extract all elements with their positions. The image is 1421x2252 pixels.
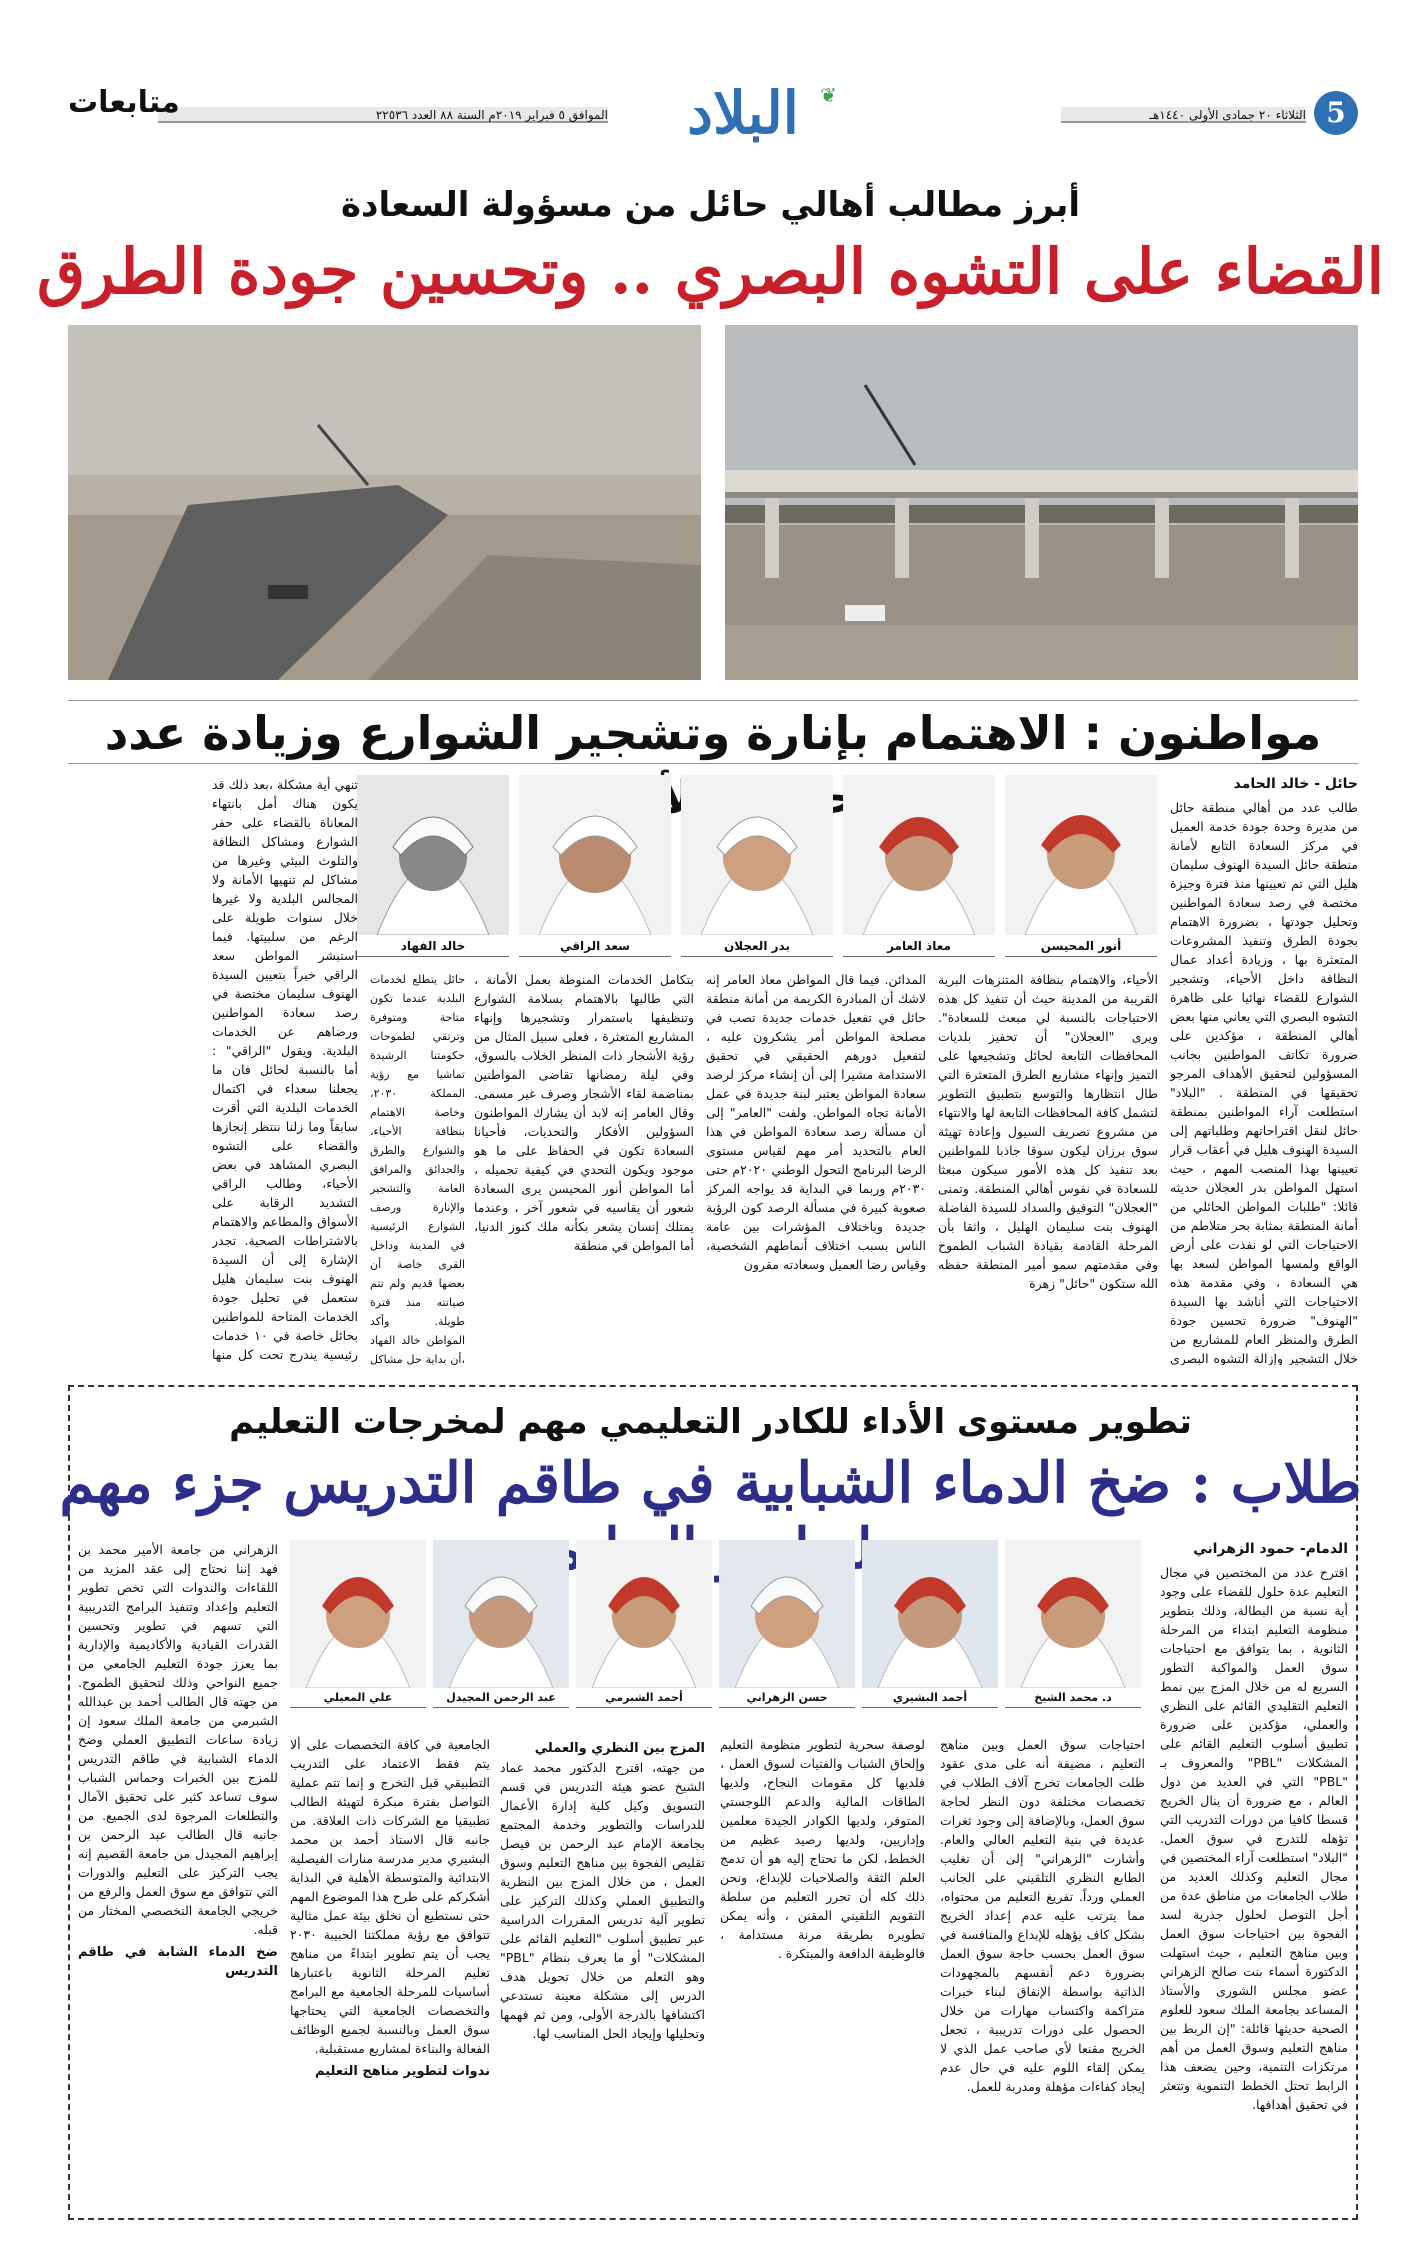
portrait-caption: حسن الزهراني bbox=[719, 1688, 855, 1708]
story2-subsection-2: ندوات لتطوير مناهج التعليم bbox=[315, 2064, 490, 2079]
portrait-caption: أحمد البشيري bbox=[862, 1688, 998, 1708]
story2-kicker: تطوير مستوى الأداء للكادر التعليمي مهم لمخرجات التعليم bbox=[229, 1402, 1192, 1442]
story1-headline: القضاء على التشوه البصري .. وتحسين جودة الطرق bbox=[37, 235, 1384, 308]
story2-col3-text: لوصفة سحرية لتطوير منظومة التعليم وإلحاق الشباب والفتيات لسوق العمل ، فلديها كل مقومات النجاح، ولديها الطاقات المالية والدعم اللوجستي المتوفر، ولديها الكوادر الجيدة معلمين وإداريين، ولديها رصيد عظيم من الخطط، لكن ما تحتاج إليه هو أن تدمج العلم الثقة والصلاحيات للإبداع، ونحن ذلك كله أن تحرر التعليم من سلطة التقويم التلقيني المقنن ، وأنه يمكن تطويره بطريقة مرنة مستدامة ، فالوظيفة الدافعة والمبتكرة . bbox=[720, 1737, 925, 1961]
portrait bbox=[576, 1540, 712, 1708]
story2-col2-text: احتياجات سوق العمل وبين مناهج التعليم ، مضيفة أنه على مدى عقود ظلت الجامعات تخرج آلاف الطلاب في تخصصات مختلفة دون النظر لحاجة سوق العمل، وبالإضافة إلى وجود ثغرات عديدة في بنية التعليم العالي والعام. وأشارت "الزهراني" إلى أن تغليب الطابع النظري التلقيني على الجانب العملي ورداً. تفريغ التعليم من محتواه، مما يترتب عليه عدم إعداد الخريج بشكل كاف يؤهله للإبداع والمنافسة في سوق العمل بحسب حاجة سوق العمل بضرورة دعم أنفسهم بالمجهودات الذاتية بواسطة الإنفاق لبناء خبرات متراكمة واكتساب مهارات من خلال الحصول على دورات تدريبية ، تجعل الخريج مقنعا لأي صاحب عمل الذي لا يمكن إلقاء اللوم عليه في حال عدم إيجاد كفاءات مؤهلة ومدربة للعمل. bbox=[940, 1737, 1145, 2094]
story2-column-2 bbox=[940, 1735, 1145, 2210]
story1-column-3 bbox=[706, 970, 926, 1365]
story1-column-1 bbox=[1170, 775, 1358, 1365]
portrait bbox=[843, 775, 995, 957]
portrait-caption: أحمد الشبرمي bbox=[576, 1688, 712, 1708]
story1-column-6 bbox=[212, 775, 358, 1365]
portrait bbox=[862, 1540, 998, 1708]
page-header bbox=[68, 79, 1358, 147]
story2-column-5 bbox=[290, 1735, 490, 2210]
story1-column-4 bbox=[474, 970, 694, 1365]
portrait-caption: خالد الفهاد bbox=[357, 935, 509, 957]
bridge-photo bbox=[725, 325, 1358, 680]
portrait bbox=[719, 1540, 855, 1708]
story1-col4-text: بتكامل الخدمات المنوطة بعمل الأمانة ، التي طالبها بالاهتمام بسلامة الشوارع وتنظيفها باستمرار وتشجيرها وإنهاء المشاريع المتعثرة ، فعلى سبيل المثال من رؤية الأشجار ذات المنظر الخلاب بالسوق، وفي ليلة رمضانها تقاضى المواطنين بمناضمة لقاء الأشجار وصرف غير مسمى. وقال العامر إنه لابد أن يشارك المواطنون السؤولين الأفكار والتحديات، فأحيانا السعادة تكون في الحفاظ على ما هو موجود ويكون التحدي في كيفية تجميله ، أما المواطن أنور المحيسن يرى السعادة شعور أن يقاسيه في شعور آخر ، وعندما يمتلك إنسان يشعر بكأنه ملك كنوز الدنيا، أما المواطن في منطقة bbox=[474, 972, 694, 1253]
date-gregorian: الموافق ٥ فبراير ٢٠١٩م السنة ٨٨ العدد ٢٢٥٣٦ bbox=[158, 107, 608, 123]
portrait bbox=[290, 1540, 426, 1708]
portrait-caption: عبد الرحمن المجيدل bbox=[433, 1688, 569, 1708]
highway-photo bbox=[68, 325, 701, 680]
story1-col6-text: تنهي أية مشكلة ،بعد ذلك قد يكون هناك أمل بانتهاء المعاناة بالقضاء على حفر الشوارع ومشاكل النظافة والتلوث البيئي وغيرها من مشاكل لم تنهيها الأمانة ولا المجالس البلدية ولا غيرها خلال سنوات طويلة على الرغم من سلبيتها. فيما استبشر المواطن سعد الراقي خيراً بتعيين السيدة الهنوف سليمان مختصة في رصد سعادة المواطنين ورضاهم عن الخدمات البلدية. ويقول "الراقي" : أما بالنسبة لحائل فان ما يجعلنا سعداء في اكتمال الخدمات البلدية التي أقرت سابقاً وما زلنا ننتظر إنجازها والقضاء على التشوه البصري المشاهد في بعض الأحياء، وطالب الراقي التشديد الرقابة على الأسواق والمطاعم والاهتمام بالاشتراطات الصحية. تجدر الإشارة إلى أن السيدة الهنوف بنت سليمان هليل ستعمل في تحليل جودة الخدمات المتاحة للمواطنين بحائل خاصة في ١٠ خدمات رئيسية يندرج تحت كل منها bbox=[212, 777, 358, 1362]
story2-column-3 bbox=[720, 1735, 925, 2210]
story1-col3-text: المدائن. فيما قال المواطن معاذ العامر إنه لاشك أن المبادرة الكريمة من أمانة منطقة حائل في تفعيل خدمات جديدة تصب في مصلحة المواطن أمر يشكرون عليه ، لتفعيل دورهم الحقيقي في تحقيق الاستدامة مشيرا إلى أن إنشاء مركز لرصد سعادة المواطن يعتبر لبنة جديدة في عمل الأمانة تجاه المواطن. ولفت "العامر" إلى أن مسألة رصد سعادة المواطن في هذا العام بالتحديد أمر مهم لقياس مستوى الرضا البرنامج التحول الوطني ٢٠٢٠م حتى ٢٠٣٠م وربما في البداية قد يواجه المركز صعوبة كبيرة في مسألة الرصد كون الرؤية جديدة وباختلاف المؤشرات بين عامة الناس بسبب اختلاف أنماطهم الشخصية، وقياس رضا العميل وسعادته مقرون bbox=[706, 972, 926, 1272]
portrait-caption: بدر العجلان bbox=[681, 935, 833, 957]
story1-column-2 bbox=[938, 970, 1158, 1365]
logo-leaf-icon: ❦ bbox=[820, 83, 837, 107]
portrait-caption: سعد الراقي bbox=[519, 935, 671, 957]
portrait bbox=[1005, 775, 1157, 957]
newspaper-logo: البلاد bbox=[687, 79, 799, 147]
portrait bbox=[1005, 1540, 1141, 1708]
story1-col1-text: طالب عدد من أهالي منطقة حائل من مديرة وحدة جودة خدمة العميل في مركز السعادة التابع لأمانة منطقة حائل السيدة الهنوف سليمان هليل التي تم تعيينها منذ فترة وجيزة مختصة في رصد سعادة المواطنين وتحليل جودتها ، بضرورة الاهتمام بجودة الطرق وتنفيذ المشروعات المتعثرة بها ، وزيادة أعداد عمال النظافة داخل الأحياء، وتشجير الشوارع للقضاء نهائيا على ظاهرة التشوه البصري التي يعاني منها بعض أهالي المنطقة ، مؤكدين على ضرورة تكاتف المواطنين بجانب المسؤولين لتحقيق الأهداف المرجو تحقيقها في المنطقة . "البلاد" استطلعت آراء المواطنين بمنطقة حائل لنقل اقتراحاتهم وطلباتهم إلى السيدة الهنوف هليل في أعقاب قرار تعيينها بهذا المنصب المهم ، حيث استهل المواطن بدر العجلان حديثه قائلا: "طلبات المواطن الحائلي من أمانة المنطقة بمثابة بحر متلاطم من الاحتياجات التي لو نفذت على أرض الواقع ولمسها المواطن لسعد بها هي السعادة ، وفي مقدمة هذه الاحتياجات التي أناشد بها السيدة "الهنوف" ضرورة تحسين جودة الطرق والمنظر العام للمشاريع من خلال التشجير وإزالة التشوه البصري bbox=[1170, 800, 1358, 1365]
portrait bbox=[357, 775, 509, 957]
portrait bbox=[433, 1540, 569, 1708]
story2-column-6 bbox=[78, 1540, 278, 2210]
story2-subsection-3: ضخ الدماء الشابة في طاقم التدريس bbox=[78, 1945, 278, 1979]
story1-byline: حائل - خالد الحامد bbox=[1233, 776, 1358, 792]
story2-col4-text: من جهته، اقترح الدكتور محمد عماد الشيخ عضو هيئة التدريس في قسم التسويق وكيل كلية إدارة الأعمال للدراسات والتطوير وخدمة المجتمع بجامعة الإمام عبد الرحمن بن فيصل تقليص الفجوة بين مناهج التعليم وسوق العمل ، من خلال المزج بين النظرية والتطبيق العملي وكذلك التركيز على تطوير آلية تدريس المقررات الدراسية عبر تطبيق أسلوب "التعليم القائم على المشكلات" أو ما يعرف بنظام "PBL" وهو التعلم من خلال تحويل هدف الدرس إلى مشكلة معينة تستدعي اكتشافها بالدرجة الأولى، ومن ثم فهمها وتحليلها وإيجاد الحل المناسب لها. bbox=[500, 1760, 705, 2041]
portrait-caption: علي المعيلي bbox=[290, 1688, 426, 1708]
portrait-caption: د. محمد الشيخ bbox=[1005, 1688, 1141, 1708]
story2-column-4 bbox=[500, 1735, 705, 2210]
portrait-caption: أنور المحيسن bbox=[1005, 935, 1157, 957]
portrait-caption: معاذ العامر bbox=[843, 935, 995, 957]
portrait bbox=[519, 775, 671, 957]
section-title: متابعات bbox=[68, 85, 180, 120]
story2-col5-text: الجامعية في كافة التخصصات على ألا يتم فقط الاعتماد على التدريب التطبيقي قبل التخرج و إنما تتم عملية التواصل بفترة مبكرة لتهيئة الطالب تطبيقيا مع الشركات ذات العلاقة. من جانبه قال الاستاذ أحمد بن محمد البشيري مدير مدرسة منارات الفيصلية الابتدائية والمتوسطة الأهلية في البداية أشكركم على طرح هذا الموضوع المهم حتى نستطيع أن نخلق بيئة عمل مثالية تتوافق مع رؤية مملكتنا الحبيبة ٢٠٣٠ يجب أن يتم تطوير ابتداءً من مناهج تعليم المرحلة الثانوية باعتبارها أساسيات للمرحلة الجامعية مع البرامج والتخصصات الجامعية التي يحتاجها سوق العمل وبالنسبة لجميع الوظائف الفعالة والبناءة لمشاريع مستقبلية. bbox=[290, 1737, 490, 2056]
story1-col5-text: حائل يتطلع لخدمات البلدية عندما تكون متاحة ومتوفرة وترتقي لطموحات حكومتنا الرشيدة تماشيا مع رؤية المملكة ٢٠٣٠، وخاصة الاهتمام بنظافة الأحياء، والشوارع والطرق والحدائق والمرافق العامة والتشجير والإنارة ورصف الشوارع الرئيسية في المدينة وداخل القرى خاصة أن بعضها قديم ولم تتم صيانته منذ فترة طويلة. وأكد المواطن خالد الفهاد ،أن بداية حل مشاكل bbox=[370, 973, 465, 1365]
story2-col6-text: الزهراني من جامعة الأمير محمد بن فهد إننا نحتاج إلى عقد المزيد من اللقاءات والندوات التي تخص تطوير التعليم وإعداد وتنفيذ البرامج التدريبية التي تسهم في تطوير وتحسين القدرات القيادية والأكاديمية والإدارية بما يعزز جودة التعليم الجامعي من جميع النواحي وذلك لتحقيق الطموح. من جهته قال الطالب أحمد بن عبدالله الشبرمي من جامعة الملك سعود إن زيادة ساعات التطبيق العملي وضخ الدماء الشبابية في طاقم التدريس للمزج بين الخبرات وحماس الشباب سوف تساعد كثير على تحقيق الآمال والتطلعات المرجوة لدى الجميع. من جانبه قال الطالب عبد الرحمن بن إبراهيم المجيدل من جامعة القصيم إنه يجب التركيز على التعليم والدورات التي تتوافق مع سوق العمل والرفع من خريجي الجامعة التخصصي المختار من قبله. bbox=[78, 1542, 278, 1937]
page-number: 5 bbox=[1314, 91, 1358, 135]
story2-column-1 bbox=[1160, 1540, 1348, 2210]
story2-headline: طلاب : ضخ الدماء الشبابية في طاقم التدريس جزء مهم bbox=[59, 1450, 1362, 1516]
story1-subhead: مواطنون : الاهتمام بإنارة وتشجير الشوارع وزيادة عدد bbox=[68, 700, 1358, 764]
story1-kicker: أبرز مطالب أهالي حائل من مسؤولة السعادة bbox=[340, 185, 1081, 225]
story2-byline: الدمام- حمود الزهراني bbox=[1193, 1541, 1348, 1557]
portrait bbox=[681, 775, 833, 957]
story2-subsection-1: المزج بين النظري والعملي bbox=[534, 1741, 705, 1756]
story2-col1-text: اقترح عدد من المختصين في مجال التعليم عدة حلول للقضاء على وجود أية نسبة من البطالة، وذلك بتطوير منظومة التعليم ابتداء من المرحلة الثانوية ، بما يتوافق مع احتياجات سوق العمل والمواكبة التطور السريع له من خلال المزج بين نمط التعليم التقليدي القائم على النظري والعملي، مؤكدين على ضرورة تطبيق أسلوب التعليم القائم على المشكلات "PBL" والمعروف بـ "PBL" التي في العديد من دول العالم ، مع ضرورة أن ينال الخريج قسطا كافيا من دورات التدريب التي تؤهله للتدرج في سوق العمل. "البلاد" استطلعت آراء المختصين في مجال التعليم وكذلك العديد من طلاب الجامعات من مناطق عدة من أجل التوصل لحلول جذرية لسد الفجوة بين احتياجات سوق العمل وبين مناهج التعليم ، حيث استهلت الدكتورة أسماء بنت صالح الزهراني عضو مجلس الشورى والأستاذ المساعد بجامعة الملك سعود للعلوم الصحية حديثها قائلة: "إن الربط بين مناهج التعليم وسوق العمل من أهم مرتكزات التنمية، وحين يضعف هذا الرابط تحتل الخطط التنموية وتتعثر في تحقيق أهدافها. bbox=[1160, 1565, 1348, 2112]
story1-col2-text: الأحياء، والاهتمام بنظافة المتنزهات البرية القريبة من المدينة حيث أن تنفيذ كل هذه الاحتياجات بالنسبة لي مبعث للسعادة". ويرى "العجلان" أن تحفيز بلديات المحافظات التابعة لحائل وتشجيعها على التميز وإنهاء مشاريع الطرق المتعثرة التي طال انتظارها والتوسع بتطبيق التطوير لتشمل كافة المحافظات التابعة لها والانتهاء من مشروع تصريف السيول وإعادة تهيئة سوق برزان ليكون سوقا جاذبا للمواطنين بعد تنفيذ كل هذه الأمور سيكون مبعثا للسعادة في نفوس أهالي المنطقة. وتمنى "العجلان" التوفيق والسداد للسيدة الفاضلة الهنوف بنت سليمان الهليل ، واثقا بأن المرحلة القادمة بقيادة الشباب الطموح وفي مقدمتهم سمو أمير المنطقة حفظه الله ستكون "حائل" زهرة bbox=[938, 972, 1158, 1291]
date-hijri: الثلاثاء ٢٠ جمادى الأولى ١٤٤٠هـ bbox=[1061, 107, 1306, 123]
story1-column-5 bbox=[370, 970, 465, 1365]
